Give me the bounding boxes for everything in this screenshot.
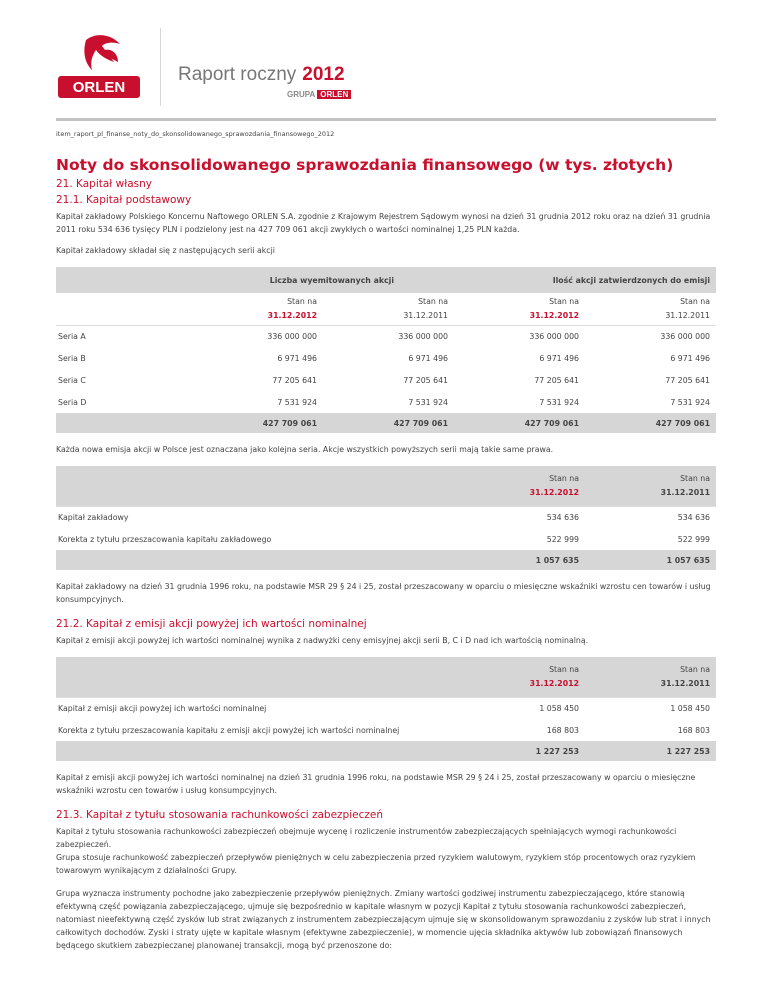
column-header: Stan na bbox=[287, 296, 317, 306]
total-row: 1 227 253 1 227 253 bbox=[56, 741, 716, 761]
share-series-table: Liczba wyemitowanych akcji Ilość akcji zatwierdzonych do emisji Stan na 31.12.2012 Stan na 31.12.2011 Stan na 31.12.2012 Stan na 31.12.2011 Seria A 336 000 000 336 000 000 336 000 000 336 000 000 Seria B 6 971 496 6 971 496 6 971 496 6 971 496 Seria C 77 205 641 77 205 641 77 205 641 77 205 641 Seria D 7 531 924 7 531 924 7 531 924 7 531 924 427 709 061 427 709 061 427 709 061 427 709 061 bbox=[56, 267, 716, 433]
paragraph: Kapitał z tytułu stosowania rachunkowości zabezpieczeń obejmuje wycenę i rozliczenie instrumentów zabezpieczających spełniających wymogi rachunkowości zabezpieczeń. bbox=[56, 827, 677, 849]
section-21-3-heading: 21.3. Kapitał z tytułu stosowania rachunkowości zabezpieczeń bbox=[56, 809, 383, 821]
group-header-issued: Liczba wyemitowanych akcji bbox=[269, 275, 394, 285]
table-row: Korekta z tytułu przeszacowania kapitału z emisji akcji powyżej ich wartości nominalnej 168 803 168 803 bbox=[58, 725, 710, 735]
group-label: GRUPA ORLEN bbox=[287, 90, 351, 99]
paragraph: Kapitał z emisji akcji powyżej ich wartości nominalnej wynika z nadwyżki ceny emisyjnej akcji serii B, C i D nad ich wartością nominalną. bbox=[56, 636, 589, 645]
eagle-icon bbox=[56, 30, 142, 104]
paragraph: Grupa wyznacza instrumenty pochodne jako zabezpieczenie przepływów pieniężnych. Zmiany wartości godziwej instrumentu zabezpieczającego, które stanowią efektywną część powiązania zabezpieczającego, ujmuje się bezpośrednio w kapitale własnym w pozycji Kapitał z tytułu stosowania rachunkowości zabezpieczeń, natomiast nieefektywną część zysków lub strat związanych z instrumentem zabezpieczającym ujmuje się w skonsolidowanym sprawozdaniu z zysków lub strat i innych całkowitych dochodów. Zyski i straty ujęte w kapitale własnym (efektywne zabezpieczenie), w momencie ujęcia składnika aktywów lub zobowiązań finansowych będącego skutkiem zabezpieczanej planowanej transakcji, mogą być przenoszone do: bbox=[56, 889, 711, 950]
column-header: Stan na bbox=[549, 664, 579, 674]
paragraph: Kapitał zakładowy składał się z następujących serii akcji bbox=[56, 246, 275, 255]
logo-text: ORLEN bbox=[72, 79, 126, 96]
column-header: Stan na bbox=[549, 473, 579, 483]
paragraph: Kapitał zakładowy Polskiego Koncernu Naftowego ORLEN S.A. zgodnie z Krajowym Rejestrem Sądowym wynosi na dzień 31 grudnia 2012 roku oraz na dzień 31 grudnia 2011 roku 534 636 tysięcy PLN i podzielony jest na 427 709 061 akcji zwykłych o wartości nominalnej 1,25 PLN każda. bbox=[56, 212, 711, 234]
table-row: Kapitał zakładowy 534 636 534 636 bbox=[58, 512, 710, 522]
share-premium-table: Stan na 31.12.2012 Stan na 31.12.2011 Kapitał z emisji akcji powyżej ich wartości nominalnej 1 058 450 1 058 450 Korekta z tytułu przeszacowania kapitału z emisji akcji powyżej ich wartości nominalnej 168 803 168 803 1 227 253 1 227 253 bbox=[56, 657, 716, 761]
header-divider bbox=[160, 28, 161, 106]
group-header-approved: Ilość akcji zatwierdzonych do emisji bbox=[552, 275, 710, 285]
total-row: 1 057 635 1 057 635 bbox=[56, 550, 716, 570]
paragraph: Kapitał z emisji akcji powyżej ich wartości nominalnej na dzień 31 grudnia 1996 roku, na podstawie MSR 29 § 24 i 25, został przeszacowany w oparciu o miesięczne wskaźniki wzrostu cen towarów i usług konsumpcyjnych. bbox=[56, 773, 696, 795]
table-row: Seria C 77 205 641 77 205 641 77 205 641 77 205 641 bbox=[58, 375, 710, 385]
page-title: Noty do skonsolidowanego sprawozdania finansowego (w tys. złotych) bbox=[56, 156, 674, 174]
report-title: Raport roczny 2012 bbox=[178, 64, 345, 85]
total-row: 427 709 061 427 709 061 427 709 061 427 709 061 bbox=[56, 413, 716, 433]
section-21-2-heading: 21.2. Kapitał z emisji akcji powyżej ich wartości nominalnej bbox=[56, 618, 367, 630]
section-21-1-heading: 21.1. Kapitał podstawowy bbox=[56, 194, 192, 206]
paragraph: Każda nowa emisja akcji w Polsce jest oznaczana jako kolejna seria. Akcje wszystkich powyższych serii mają takie same prawa. bbox=[56, 445, 554, 454]
share-capital-table: Stan na 31.12.2012 Stan na 31.12.2011 Kapitał zakładowy 534 636 534 636 Korekta z tytułu przeszacowania kapitału zakładowego 522 999 522 999 1 057 635 1 057 635 bbox=[56, 466, 716, 570]
paragraph: Kapitał zakładowy na dzień 31 grudnia 1996 roku, na podstawie MSR 29 § 24 i 25, został przeszacowany w oparciu o miesięczne wskaźniki wzrostu cen towarów i usług konsumpcyjnych. bbox=[56, 582, 711, 604]
main-content bbox=[56, 126, 716, 952]
header-rule bbox=[56, 118, 716, 121]
table-row: Kapitał z emisji akcji powyżej ich wartości nominalnej 1 058 450 1 058 450 bbox=[58, 703, 710, 713]
column-header: Stan na bbox=[680, 473, 710, 483]
item-path: item_raport_pl_finanse_noty_do_skonsolidowanego_sprawozdania_finansowego_2012 bbox=[56, 130, 335, 138]
column-header: Stan na bbox=[680, 296, 710, 306]
column-header: Stan na bbox=[418, 296, 448, 306]
paragraph: Grupa stosuje rachunkowość zabezpieczeń przepływów pieniężnych w celu zabezpieczenia przed ryzykiem walutowym, ryzykiem stóp procentowych oraz ryzykiem towarowym wynikającym z działalności Grupy. bbox=[56, 853, 696, 875]
section-21-heading: 21. Kapitał własny bbox=[56, 178, 152, 190]
table-row: Seria A 336 000 000 336 000 000 336 000 000 336 000 000 bbox=[58, 331, 710, 341]
report-header bbox=[56, 28, 716, 118]
orlen-logo bbox=[56, 30, 142, 104]
column-header: Stan na bbox=[549, 296, 579, 306]
table-row: Seria B 6 971 496 6 971 496 6 971 496 6 971 496 bbox=[58, 353, 710, 363]
report-year: 2012 bbox=[302, 64, 345, 85]
table-row: Korekta z tytułu przeszacowania kapitału zakładowego 522 999 522 999 bbox=[58, 534, 710, 544]
table-row: Seria D 7 531 924 7 531 924 7 531 924 7 531 924 bbox=[58, 397, 710, 407]
column-header: Stan na bbox=[680, 664, 710, 674]
